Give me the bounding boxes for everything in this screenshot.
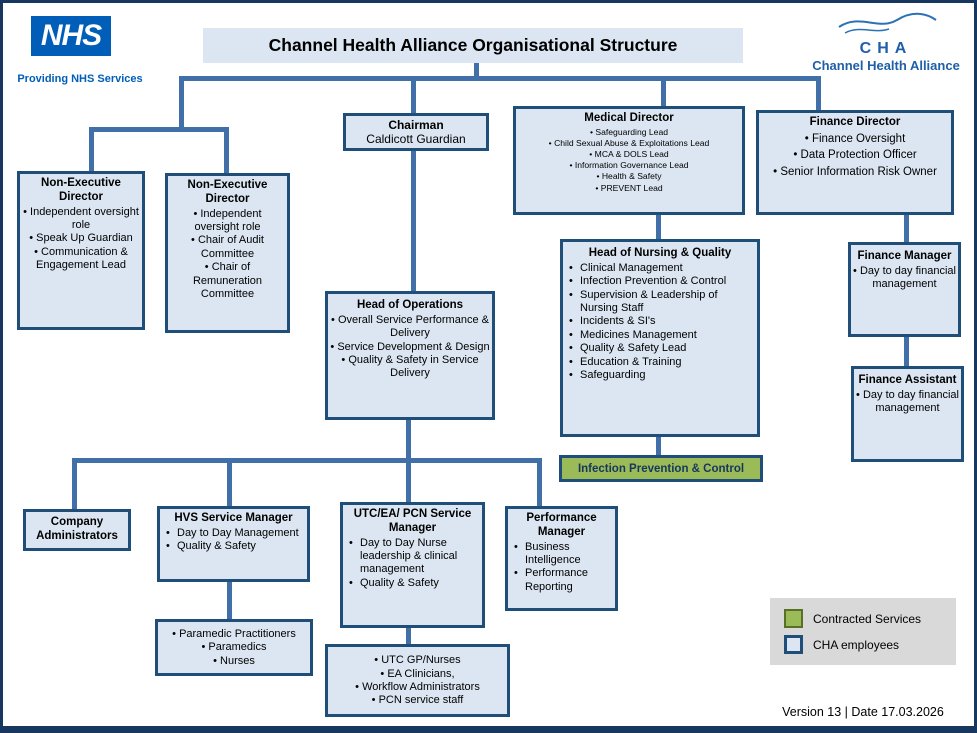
connector-drop-ned2 bbox=[224, 127, 229, 173]
legend-row-cha-employees bbox=[784, 635, 956, 654]
box-chairman bbox=[343, 113, 489, 151]
list-item: • Infection Prevention & Control bbox=[565, 275, 755, 288]
list-item: • Safeguarding Lead bbox=[518, 127, 740, 138]
list-item: • Medicines Management bbox=[565, 329, 755, 342]
head-nursing-duties bbox=[565, 262, 755, 383]
list-item: • Quality & Safety Lead bbox=[565, 342, 755, 355]
connector-bottom-horizontal bbox=[72, 458, 542, 463]
list-item: • Data Protection Officer bbox=[761, 147, 949, 164]
connector-ned-horizontal bbox=[89, 127, 229, 132]
list-item: • Day to Day Management bbox=[162, 527, 305, 540]
list-item: • PCN service staff bbox=[355, 694, 480, 707]
box-company-administrators bbox=[23, 509, 131, 551]
list-item: • Communication & Engagement Lead bbox=[22, 246, 140, 273]
finance-manager-duties bbox=[853, 265, 956, 292]
list-item: • Day to day financial management bbox=[856, 389, 959, 416]
connector-chairman-operations bbox=[411, 149, 416, 291]
list-item: • Information Governance Lead bbox=[518, 160, 740, 171]
ipc-title: Infection Prevention & Control bbox=[577, 462, 745, 475]
version-text: Version 13 | Date 17.03.2026 bbox=[782, 705, 944, 719]
chart-title: Channel Health Alliance Organisational Structure bbox=[268, 35, 678, 55]
list-item: • Chair of Audit Committee bbox=[170, 234, 285, 261]
box-non-executive-director-1 bbox=[17, 171, 145, 330]
connector-drop-medical-director bbox=[661, 76, 666, 106]
list-item: • Chair of Remuneration Committee bbox=[170, 261, 285, 301]
connector-medical-nursing bbox=[656, 213, 661, 239]
company-admins-title: Company Administrators bbox=[36, 516, 118, 542]
box-utc-staff bbox=[325, 644, 510, 717]
list-item: • Paramedics bbox=[172, 641, 296, 654]
connector-findirector-finmanager bbox=[904, 213, 909, 242]
cha-acronym: CHA bbox=[859, 40, 913, 57]
chairman-subtitle: Caldicott Guardian bbox=[366, 132, 466, 147]
ned2-duties bbox=[170, 208, 285, 302]
connector-drop-ned-branch bbox=[179, 76, 184, 132]
medical-director-title: Medical Director bbox=[584, 112, 674, 124]
list-item: • Independent oversight role bbox=[22, 206, 140, 233]
list-item: • UTC GP/Nurses bbox=[355, 654, 480, 667]
list-item: • Child Sexual Abuse & Exploitations Lead bbox=[518, 138, 740, 149]
connector-hvs-staff bbox=[227, 580, 232, 619]
connector-operations-drop bbox=[406, 418, 411, 461]
list-item: • Speak Up Guardian bbox=[22, 232, 140, 245]
list-item: • Overall Service Performance & Delivery bbox=[330, 314, 490, 341]
list-item: • Finance Oversight bbox=[761, 131, 949, 148]
head-operations-title: Head of Operations bbox=[356, 299, 464, 311]
performance-manager-title: Performance Manager bbox=[526, 512, 597, 538]
hvs-manager-duties bbox=[162, 527, 305, 554]
finance-assistant-title: Finance Assistant bbox=[858, 374, 957, 386]
connector-drop-performance-manager bbox=[537, 458, 542, 506]
ned1-title: Non-Executive Director bbox=[41, 177, 121, 203]
chart-title-bar bbox=[203, 28, 743, 63]
list-item: • Safeguarding bbox=[565, 369, 755, 382]
legend-label: Contracted Services bbox=[813, 611, 922, 626]
box-hvs-service-manager bbox=[157, 506, 310, 582]
finance-manager-title: Finance Manager bbox=[857, 250, 952, 262]
ned1-duties bbox=[22, 206, 140, 273]
box-hvs-staff bbox=[155, 619, 313, 676]
finance-director-title: Finance Director bbox=[809, 116, 901, 128]
hvs-manager-title: HVS Service Manager bbox=[174, 512, 293, 524]
list-item: • Day to Day Nurse leadership & clinical management bbox=[345, 537, 480, 577]
legend bbox=[770, 598, 956, 665]
cha-name: Channel Health Alliance bbox=[812, 58, 960, 73]
medical-director-duties bbox=[518, 127, 740, 194]
list-item: • Senior Information Risk Owner bbox=[761, 164, 949, 181]
nhs-tagline: Providing NHS Services bbox=[17, 73, 143, 85]
connector-nursing-ipc bbox=[656, 435, 661, 455]
legend-swatch-cha-employees bbox=[784, 635, 803, 654]
connector-drop-finance-director bbox=[816, 76, 821, 110]
box-infection-prevention-control bbox=[559, 455, 763, 482]
list-item: • EA Clinicians, bbox=[355, 668, 480, 681]
connector-drop-ned1 bbox=[89, 127, 94, 171]
list-item: • Quality & Safety in Service Delivery bbox=[330, 354, 490, 381]
box-utc-ea-pcn-service-manager bbox=[340, 502, 485, 628]
list-item: • Business Intelligence bbox=[510, 541, 613, 568]
box-head-of-operations bbox=[325, 291, 495, 420]
list-item: • Service Development & Design bbox=[330, 341, 490, 354]
utc-manager-title: UTC/EA/ PCN Service Manager bbox=[353, 508, 472, 534]
list-item: • Workflow Administrators bbox=[355, 681, 480, 694]
box-head-of-nursing-quality bbox=[560, 239, 760, 437]
list-item: • Paramedic Practitioners bbox=[172, 628, 296, 641]
list-item: • Performance Reporting bbox=[510, 567, 613, 594]
box-finance-assistant bbox=[851, 366, 964, 462]
list-item: • Quality & Safety bbox=[345, 577, 480, 590]
legend-swatch-contracted-services bbox=[784, 609, 803, 628]
finance-assistant-duties bbox=[856, 389, 959, 416]
head-operations-duties bbox=[330, 314, 490, 381]
cha-wave-icon bbox=[831, 11, 941, 37]
connector-top-horizontal bbox=[179, 76, 821, 81]
list-item: • Supervision & Leadership of Nursing Staff bbox=[565, 289, 755, 316]
connector-finmanager-finassistant bbox=[904, 335, 909, 366]
head-nursing-title: Head of Nursing & Quality bbox=[588, 247, 732, 259]
utc-staff-roles bbox=[355, 654, 480, 708]
box-performance-manager bbox=[505, 506, 618, 611]
finance-director-duties bbox=[761, 131, 949, 181]
list-item: • Incidents & SI's bbox=[565, 315, 755, 328]
legend-row-contracted-services bbox=[784, 609, 956, 628]
performance-manager-duties bbox=[510, 541, 613, 595]
list-item: • Quality & Safety bbox=[162, 540, 305, 553]
connector-utc-staff bbox=[406, 626, 411, 644]
list-item: • Nurses bbox=[172, 655, 296, 668]
hvs-staff-roles bbox=[172, 628, 296, 668]
connector-drop-utc-manager bbox=[406, 458, 411, 502]
list-item: • Independent oversight role bbox=[170, 208, 285, 235]
connector-drop-hvs-manager bbox=[227, 458, 232, 506]
box-medical-director bbox=[513, 106, 745, 215]
nhs-logo bbox=[31, 16, 111, 56]
box-non-executive-director-2 bbox=[165, 173, 290, 333]
box-finance-director bbox=[756, 110, 954, 215]
utc-manager-duties bbox=[345, 537, 480, 591]
cha-logo bbox=[801, 11, 971, 73]
ned2-title: Non-Executive Director bbox=[187, 179, 268, 205]
chairman-title: Chairman bbox=[388, 118, 444, 132]
list-item: • Health & Safety bbox=[518, 171, 740, 182]
nhs-logo-text: NHS bbox=[40, 19, 102, 52]
legend-label: CHA employees bbox=[813, 637, 900, 652]
connector-drop-chairman bbox=[411, 76, 416, 113]
list-item: • MCA & DOLS Lead bbox=[518, 149, 740, 160]
connector-drop-company-admins bbox=[72, 458, 77, 509]
list-item: • Clinical Management bbox=[565, 262, 755, 275]
list-item: • PREVENT Lead bbox=[518, 183, 740, 194]
list-item: • Day to day financial management bbox=[853, 265, 956, 292]
list-item: • Education & Training bbox=[565, 356, 755, 369]
box-finance-manager bbox=[848, 242, 961, 337]
